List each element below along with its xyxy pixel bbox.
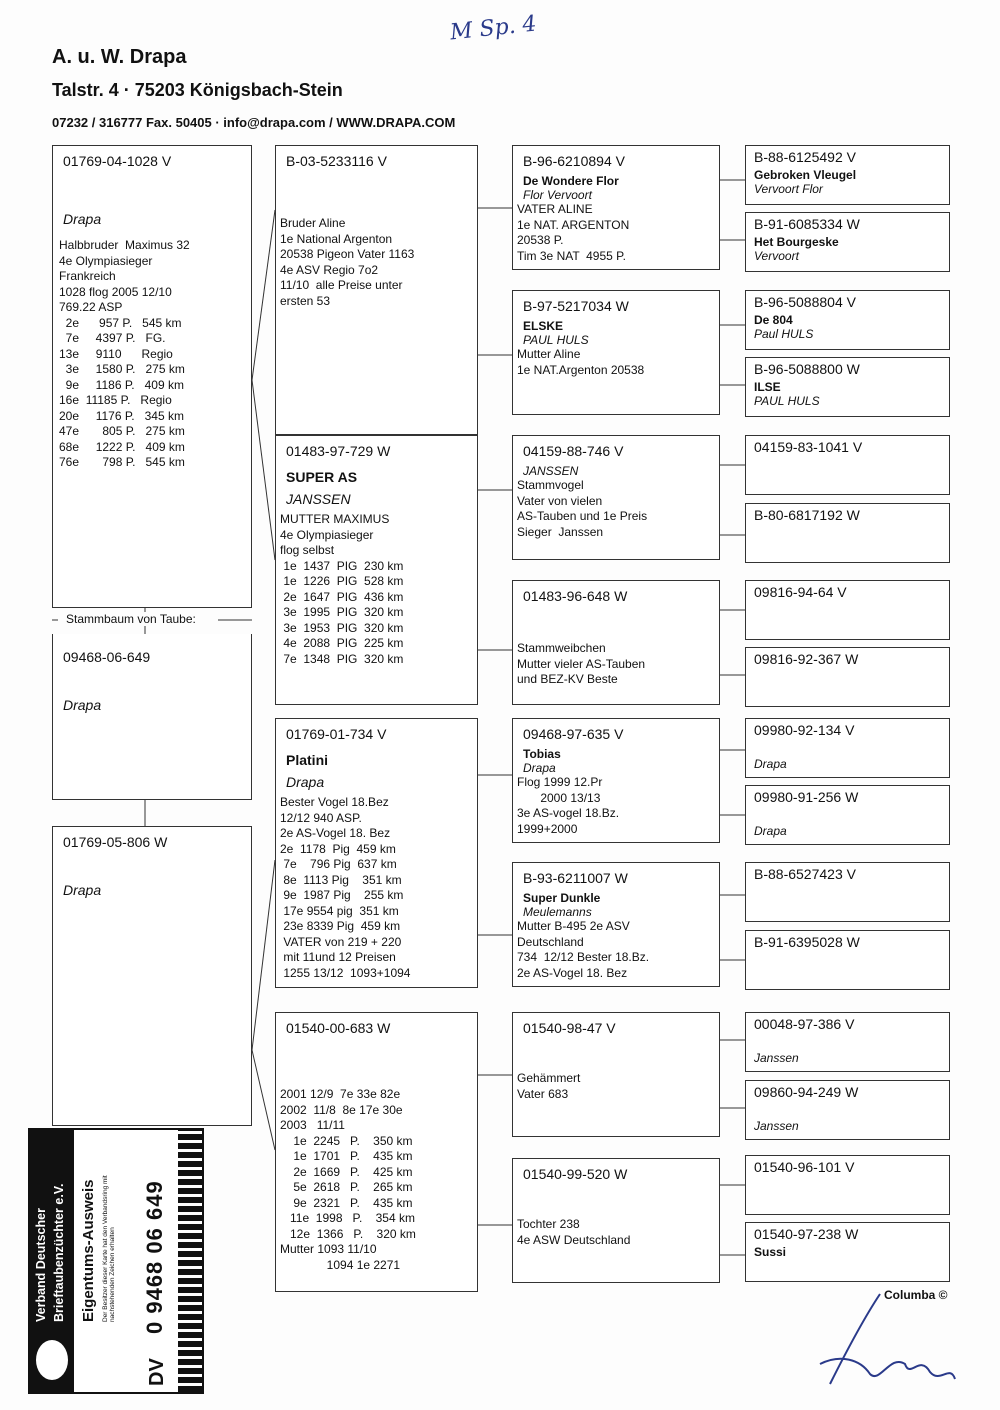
pigeon-name: Sussi (754, 1245, 787, 1259)
sire-dam-card (275, 718, 478, 988)
mother-card (52, 826, 252, 1126)
breeder-name: Drapa (754, 824, 787, 838)
ring-number: B-91-6395028 W (754, 934, 860, 950)
pigeon-name: ILSE (754, 380, 781, 394)
performance-notes: Stammvogel Vater von vielen AS-Tauben und 1e Preis Sieger Janssen (517, 478, 648, 539)
card-note: Der Besitzer dieser Karte hat den Verbandsring mit nachstehenden Zeichen erhalten (102, 1175, 116, 1322)
great-grandparent-card (745, 212, 950, 272)
card-ring-number: 0 9468 06 649 (142, 1180, 167, 1334)
great-grandparent-card (745, 1012, 950, 1072)
great-grandparent-card (745, 1155, 950, 1215)
breeder-name: JANSSEN (523, 464, 579, 478)
grandparent-card (512, 1158, 720, 1283)
father-ring: 01769-04-1028 V (63, 153, 172, 169)
breeder-name: JANSSEN (286, 491, 351, 507)
performance-notes: MUTTER MAXIMUS 4e Olympiasieger flog selbst 1e 1437 PIG 230 km 1e 1226 PIG 528 km 2e 1647 PIG 436 km 3e 1995 PIG 320 km 3e 1953 PIG 320 km 4e 2088 PIG 225 km 7e 1348 PIG 320 km (280, 512, 404, 666)
copyright-label: Columba © (884, 1288, 948, 1302)
pigeon-name: Het Bourgeske (754, 235, 839, 249)
ring-number: B-80-6817192 W (754, 507, 860, 523)
subject-card (52, 634, 252, 800)
ring-number: B-96-5088804 V (754, 294, 856, 310)
breeder-name: Paul HULS (754, 327, 814, 341)
breeder-name: Vervoort (754, 249, 799, 263)
sire-dam-card (275, 435, 478, 705)
great-grandparent-card (745, 718, 950, 778)
handwritten-note: M Sp. 4 (448, 11, 538, 46)
card-header-band (30, 1130, 74, 1392)
performance-notes: VATER ALINE 1e NAT. ARGENTON 20538 P. Tim 3e NAT 4955 P. (517, 202, 630, 263)
pigeon-name: Super Dunkle (523, 891, 601, 905)
great-grandparent-card (745, 862, 950, 922)
breeder-name: PAUL HULS (523, 333, 589, 347)
performance-notes: Bester Vogel 18.Bez 12/12 940 ASP. 2e AS-Vogel 18. Bez 2e 1178 Pig 459 km 7e 796 Pig 637 km 8e 1113 Pig 351 km 9e 1987 Pig 255 km 17e 9554 pig 351 km 23e 8339 Pig 459 km VATER von 219 + 220 mit 11und 12 Preisen 1255 13/12 1093+1094 (280, 795, 411, 980)
performance-notes: Tochter 238 4e ASW Deutschland (517, 1217, 631, 1247)
performance-notes: Mutter B-495 2e ASV Deutschland 734 12/12 Bester 18.Bz. 2e AS-Vogel 18. Bez (517, 919, 650, 980)
grandparent-card (512, 145, 720, 270)
ring-number: 01540-96-101 V (754, 1159, 855, 1175)
mother-breeder: Drapa (63, 882, 102, 898)
pigeon-name: ELSKE (523, 319, 564, 333)
performance-notes: Flog 1999 12.Pr 2000 13/13 3e AS-vogel 18.Bz. 1999+2000 (517, 775, 620, 836)
pigeon-name: Platini (286, 752, 329, 768)
breeder-name: Flor Vervoort (523, 188, 592, 202)
performance-notes: Gehämmert Vater 683 (517, 1071, 581, 1101)
ring-number: B-91-6085334 W (754, 216, 860, 232)
card-title: Eigentums-Ausweis (80, 1179, 97, 1322)
ring-number: B-93-6211007 W (523, 870, 628, 886)
great-grandparent-card (745, 503, 950, 563)
ring-number: 01769-01-734 V (286, 726, 387, 742)
sire-dam-card (275, 1012, 478, 1292)
performance-notes: 2001 12/9 7e 33e 82e 2002 11/8 8e 17e 30e 2003 11/11 1e 2245 P. 350 km 1e 1701 P. 435 km 2e 1669 P. 425 km 5e 2618 P. 265 km 9e 2321 P. 435 km 11e 1998 P. 354 km 12e 1366 P. 320 km Mutter 1093 11/10 1094 1e 2271 (280, 1087, 416, 1272)
ownership-card (28, 1128, 204, 1394)
ring-number: 09468-97-635 V (523, 726, 624, 742)
ring-number: 09816-94-64 V (754, 584, 847, 600)
father-card (52, 145, 252, 608)
pigeon-name: De 804 (754, 313, 793, 327)
great-grandparent-card (745, 785, 950, 845)
pigeon-name: Gebroken Vleugel (754, 168, 857, 182)
breeder-name: Janssen (754, 1051, 799, 1065)
breeder-name: Drapa (523, 761, 556, 775)
pigeon-name: SUPER AS (286, 469, 358, 485)
great-grandparent-card (745, 145, 950, 205)
ring-number: 09860-94-249 W (754, 1084, 859, 1100)
father-breeder: Drapa (63, 211, 102, 227)
ring-number: B-88-6125492 V (754, 149, 856, 165)
performance-notes: Bruder Aline 1e National Argenton 20538 Pigeon Vater 1163 4e ASV Regio 7o2 11/10 alle Preise unter ersten 53 (280, 216, 415, 308)
ring-number: B-96-6210894 V (523, 153, 625, 169)
ring-number: 04159-83-1041 V (754, 439, 863, 455)
great-grandparent-card (745, 357, 950, 417)
ring-number: B-97-5217034 W (523, 298, 629, 314)
ring-number: 09980-91-256 W (754, 789, 859, 805)
breeder-name: Vervoort Flor (754, 182, 823, 196)
ring-number: 09816-92-367 W (754, 651, 859, 667)
great-grandparent-card (745, 580, 950, 640)
performance-notes: Stammweibchen Mutter vieler AS-Tauben und BEZ-KV Beste (517, 641, 646, 686)
ring-number: 00048-97-386 V (754, 1016, 855, 1032)
breeder-name: Drapa (754, 757, 787, 771)
ring-number: 01483-96-648 W (523, 588, 628, 604)
card-border-pattern (178, 1130, 202, 1392)
card-org-line1: Verband Deutscher (34, 1208, 48, 1322)
ring-number: 01540-00-683 W (286, 1020, 391, 1036)
pigeon-name: Tobias (523, 747, 561, 761)
grandparent-card (512, 718, 720, 843)
breeder-address: Talstr. 4 · 75203 Königsbach-Stein (52, 80, 343, 100)
great-grandparent-card (745, 290, 950, 350)
grandparent-card (512, 862, 720, 987)
father-performance: Halbbruder Maximus 32 4e Olympiasieger Frankreich 1028 flog 2005 12/10 769.22 ASP 2e 957 P. 545 km 7e 4397 P. FG. 13e 9110 Regio 3e 1580 P. 275 km 9e 1186 P. 409 km 16e 11185 P. Regio 20e 1176 P. 345 km 47e 805 P. 275 km 68e 1222 P. 409 km 76e 798 P. 545 km (59, 238, 190, 469)
handwritten-signature (760, 1284, 960, 1394)
grandparent-card (512, 435, 720, 560)
subject-breeder: Drapa (63, 697, 102, 713)
breeder-name: Meulemanns (523, 905, 592, 919)
great-grandparent-card (745, 1080, 950, 1140)
subject-ring: 09468-06-649 (63, 649, 151, 665)
ring-number: 09980-92-134 V (754, 722, 855, 738)
mother-ring: 01769-05-806 W (63, 834, 168, 850)
breeder-name: PAUL HULS (754, 394, 820, 408)
pedigree-of-label: Stammbaum von Taube: (62, 612, 200, 626)
great-grandparent-card (745, 435, 950, 495)
great-grandparent-card (745, 647, 950, 707)
ring-number: 04159-88-746 V (523, 443, 624, 459)
breeder-name: Drapa (286, 774, 325, 790)
grandparent-card (512, 290, 720, 415)
ring-number: 01540-97-238 W (754, 1226, 859, 1242)
ring-number: B-96-5088800 W (754, 361, 860, 377)
ring-number: 01540-98-47 V (523, 1020, 616, 1036)
grandparent-card (512, 580, 720, 705)
ring-number: 01540-99-520 W (523, 1166, 628, 1182)
dove-logo-icon (36, 1340, 68, 1380)
card-prefix: DV (146, 1358, 168, 1386)
great-grandparent-card (745, 1222, 950, 1282)
pigeon-name: De Wondere Flor (523, 174, 619, 188)
breeder-name: Janssen (754, 1119, 799, 1133)
ring-number: 01483-97-729 W (286, 443, 391, 459)
breeder-name: A. u. W. Drapa (52, 46, 187, 68)
ring-number: B-03-5233116 V (286, 153, 387, 169)
grandparent-card (512, 1012, 720, 1137)
card-org-line2: Brieftaubenzüchter e.V. (52, 1183, 66, 1322)
breeder-contact: 07232 / 316777 Fax. 50405 · info@drapa.com / WWW.DRAPA.COM (52, 115, 456, 130)
great-grandparent-card (745, 930, 950, 990)
performance-notes: Mutter Aline 1e NAT.Argenton 20538 (517, 347, 645, 377)
sire-dam-card (275, 145, 478, 435)
ring-number: B-88-6527423 V (754, 866, 856, 882)
